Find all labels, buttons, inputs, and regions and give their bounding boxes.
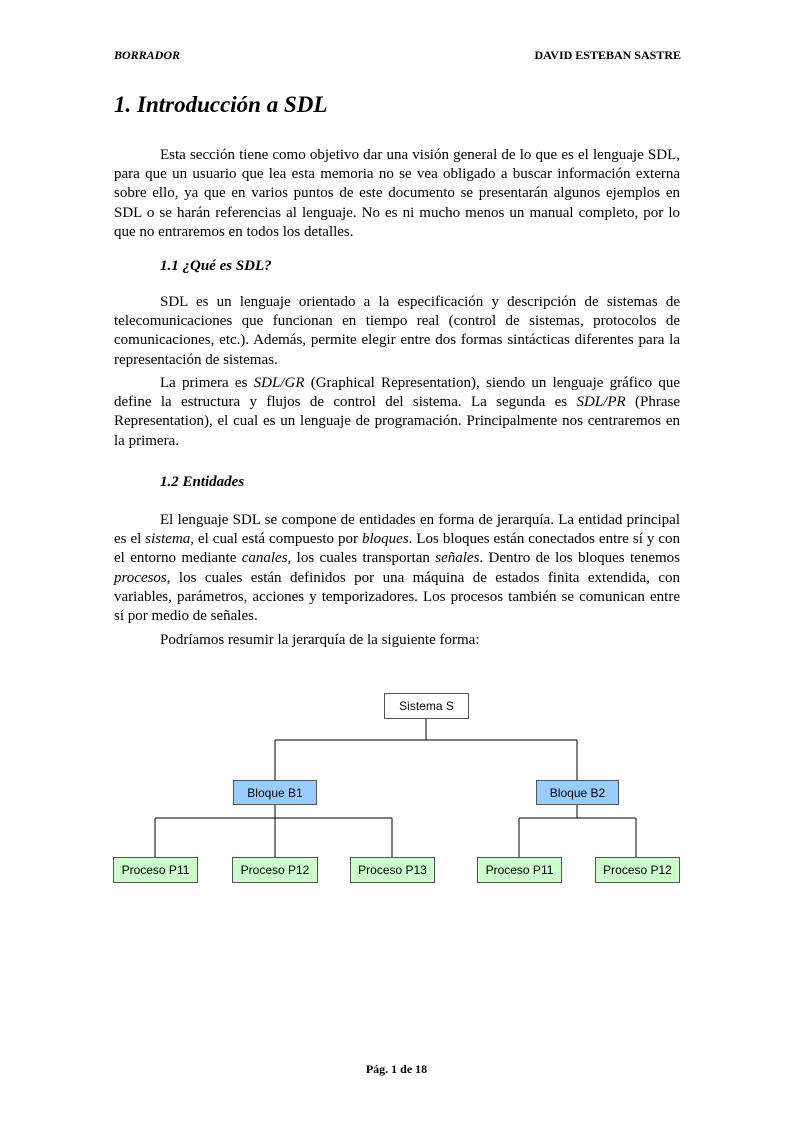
text: El lenguaje SDL se compone de entidades en forma de jerarquía. La entidad principal es el	[114, 512, 680, 548]
paragraph-hierarchy-intro: Podríamos resumir la jerarquía de la siguiente forma:	[160, 632, 480, 648]
term-sdl-pr: SDL/PR	[576, 394, 626, 411]
text: La primera es	[160, 375, 254, 391]
header-left: BORRADOR	[114, 48, 181, 62]
term-bloques: bloques	[362, 531, 409, 548]
term-sdl-gr: SDL/GR	[253, 375, 305, 391]
process-node-b1-p11: Proceso P11	[113, 857, 198, 883]
block-node-b2: Bloque B2	[536, 780, 619, 805]
text: , el cual está compuesto por	[190, 531, 362, 548]
term-canales: canales	[241, 550, 288, 567]
text: , los cuales transportan	[287, 550, 436, 567]
process-node-b2-p12: Proceso P12	[595, 857, 680, 883]
text: . Los bloques están conectados entre sí y con el entorno mediante	[114, 531, 680, 567]
text: (Graphical Representation), siendo un lenguaje gráfico que define la estructura y flujos de control del sistema. La segunda es	[114, 375, 680, 411]
process-node-b1-p13: Proceso P13	[350, 857, 435, 883]
subsection-heading-1-1: 1.1 ¿Qué es SDL?	[160, 258, 272, 274]
term-sistema: sistema	[145, 531, 191, 548]
system-node: Sistema S	[384, 693, 469, 719]
process-node-b1-p12: Proceso P12	[232, 857, 318, 883]
term-procesos: procesos	[114, 569, 167, 586]
header-author: DAVID ESTEBAN SASTRE	[534, 48, 681, 62]
text: . Dentro de los bloques tenemos	[479, 550, 681, 567]
subsection-heading-1-2: 1.2 Entidades	[160, 474, 245, 490]
section-title: 1. Introducción a SDL	[114, 92, 328, 117]
paragraph-what-is-sdl: SDL es un lenguaje orientado a la especificación y descripción de sistemas de telecomunicaciones que funcionan en tiempo real (control de sistemas, protocolos de comunicaciones, etc.). Además, permite elegir entre dos formas sintácticas diferentes para la representación de sistemas.	[114, 294, 680, 368]
process-node-b2-p11: Proceso P11	[477, 857, 562, 883]
term-senales: señales	[435, 550, 480, 567]
page-number: Pág. 1 de 18	[365, 1062, 428, 1076]
text: , los cuales están definidos por una máquina de estados finita extendida, con variables, parámetros, acciones y temporizadores. Los procesos también se comunican entre sí por medio de señales.	[114, 569, 680, 625]
intro-paragraph: Esta sección tiene como objetivo dar una visión general de lo que es el lenguaje SDL, para que un usuario que lea esta memoria no se vea obligado a buscar información externa sobre ello, ya que en varios puntos de este documento se presentarán algunos ejemplos en SDL o se harán referencias al lenguaje. No es ni mucho menos un manual completo, por lo que no entraremos en todos los detalles.	[114, 147, 680, 240]
block-node-b1: Bloque B1	[233, 780, 317, 805]
text: (Phrase Representation), el cual es un lenguaje de programación. Principalmente nos centraremos en la primera.	[114, 394, 680, 449]
